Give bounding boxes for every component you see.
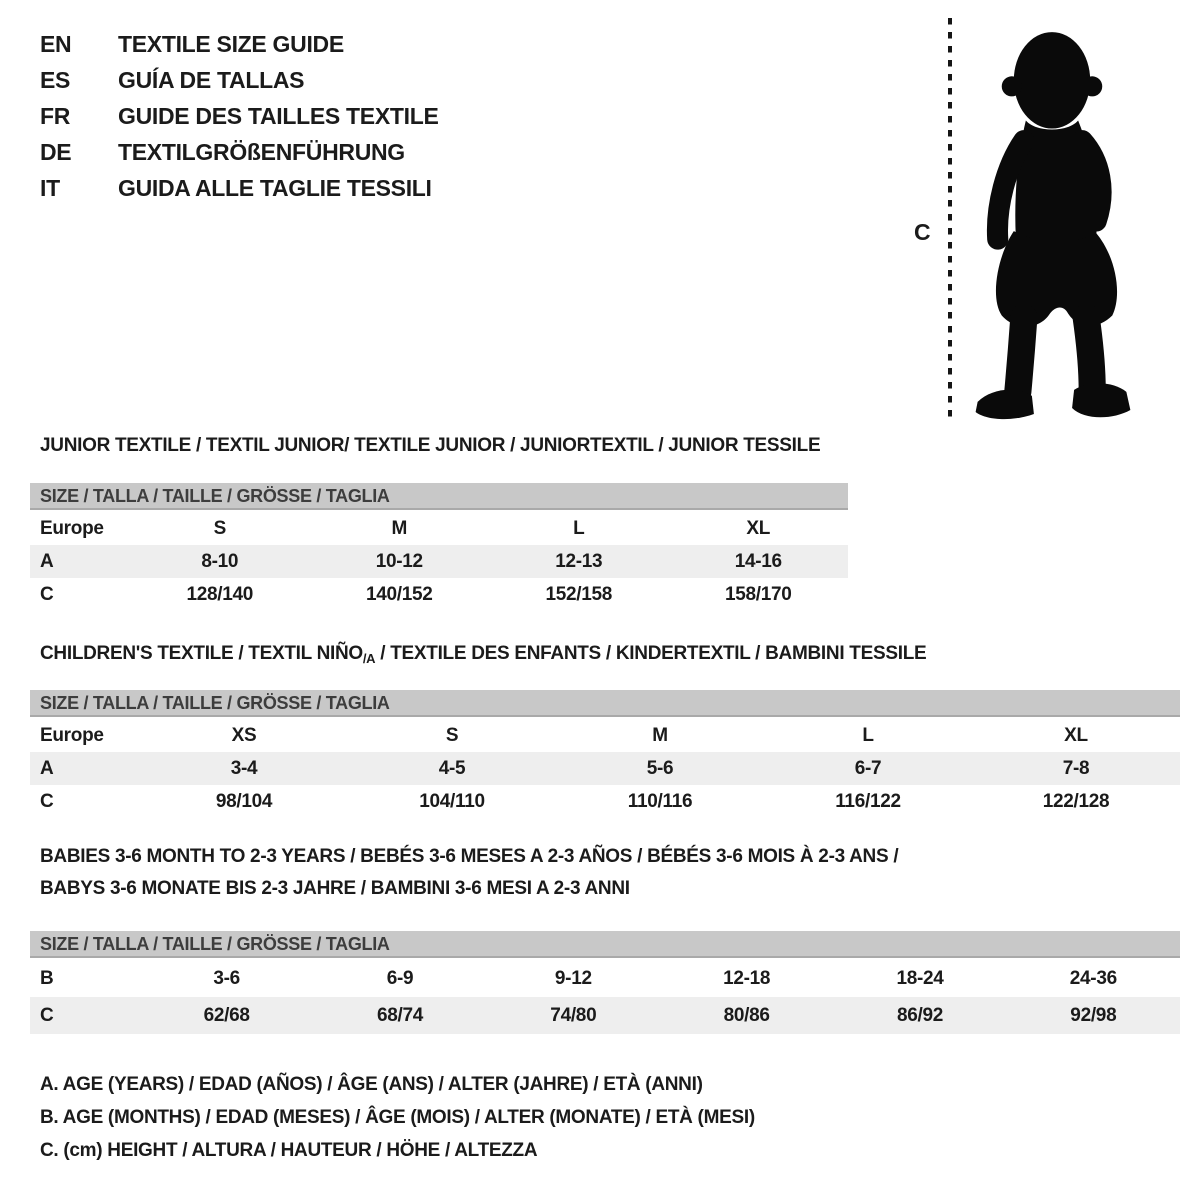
legend-line-b: B. AGE (MONTHS) / EDAD (MESES) / ÂGE (MOIS) / ALTER (MONATE) / ETÀ (MESI) [40,1107,755,1128]
table-cell: 68/74 [376,1004,424,1026]
babies-title-line1: BABIES 3-6 MONTH TO 2-3 YEARS / BEBÉS 3-6 MESES A 2-3 AÑOS / BÉBÉS 3-6 MOIS À 2-3 ANS / [40,846,899,867]
language-row [40,62,439,98]
table-cell: 14-16 [734,550,782,572]
children-title-post: / TEXTILE DES ENFANTS / KINDERTEXTIL / BAMBINI TESSILE [375,643,927,664]
children-section-title [40,638,926,675]
table-cell: 110/116 [627,790,693,812]
language-header [40,26,439,206]
language-title: GUÍA DE TALLAS [118,66,305,93]
table-cell: 8-10 [201,550,239,572]
language-code: FR [40,102,71,129]
table-cell: 140/152 [365,583,433,605]
table-row [30,997,1180,1034]
table-cell: 128/140 [186,583,254,605]
table-cell: 152/158 [545,583,613,605]
row-label: Europe [40,724,104,746]
language-row [40,98,439,134]
row-label: C [40,1004,54,1026]
baby-silhouette-image [963,16,1145,420]
children-title-pre: CHILDREN'S TEXTILE / TEXTIL NIÑO [40,643,363,664]
table-cell: S [445,724,459,746]
table-cell: 6-7 [854,757,882,779]
babies-size-header-bar: SIZE / TALLA / TAILLE / GRÖSSE / TAGLIA [30,931,1180,958]
language-title: GUIDA ALLE TAGLIE TESSILI [118,174,432,201]
table-cell: 18-24 [896,967,944,989]
table-cell: XL [746,517,771,539]
table-cell: 24-36 [1069,967,1117,989]
table-cell: 74/80 [550,1004,597,1026]
table-cell: 12-18 [723,967,771,989]
height-measure-line [946,18,954,418]
table-row [30,752,1180,785]
table-cell: 7-8 [1062,757,1090,779]
table-cell: 5-6 [646,757,674,779]
language-title: TEXTILE SIZE GUIDE [118,30,344,57]
language-code: DE [40,138,72,165]
table-cell: 122/128 [1042,790,1110,812]
language-code: IT [40,174,60,201]
table-cell: 3-4 [230,757,258,779]
children-title-subscript: /A [362,651,376,666]
legend-line-c: C. (cm) HEIGHT / ALTURA / HAUTEUR / HÖHE / ALTEZZA [40,1140,538,1161]
table-cell: 80/86 [723,1004,770,1026]
table-cell: XL [1064,724,1088,746]
table-cell: 10-12 [375,550,423,572]
table-cell: 98/104 [215,790,273,812]
language-row [40,170,439,206]
table-cell: 3-6 [213,967,240,989]
table-cell: L [862,724,874,746]
children-size-table [30,719,1180,818]
table-cell: 86/92 [896,1004,944,1026]
table-row [30,545,848,578]
table-row [30,719,1180,752]
children-size-header-bar: SIZE / TALLA / TAILLE / GRÖSSE / TAGLIA [30,690,1180,717]
table-cell: 9-12 [554,967,592,989]
babies-size-table [30,960,1180,1034]
table-row [30,785,1180,818]
table-cell: L [573,517,585,539]
language-row [40,26,439,62]
table-cell: M [652,724,668,746]
language-title: TEXTILGRÖßENFÜHRUNG [118,138,405,165]
row-label: Europe [40,517,104,539]
table-cell: 158/170 [724,583,792,605]
table-cell: 12-13 [555,550,603,572]
table-cell: 116/122 [835,790,901,812]
row-label: A [40,550,54,572]
row-label: C [40,790,54,812]
junior-size-header-bar: SIZE / TALLA / TAILLE / GRÖSSE / TAGLIA [30,483,848,510]
language-title: GUIDE DES TAILLES TEXTILE [118,102,439,129]
table-row [30,578,848,611]
height-measure-label: C [914,219,931,245]
table-cell: S [213,517,226,539]
row-label: B [40,967,54,989]
measurement-legend [40,1068,755,1167]
row-label: A [40,757,54,779]
babies-title-line2: BABYS 3-6 MONATE BIS 2-3 JAHRE / BAMBINI 3-6 MESI A 2-3 ANNI [40,878,630,899]
language-row [40,134,439,170]
table-cell: 104/110 [419,790,485,812]
table-row [30,960,1180,997]
table-cell: 62/68 [203,1004,250,1026]
table-cell: 92/98 [1070,1004,1117,1026]
babies-section-title [40,841,898,905]
table-cell: M [391,517,408,539]
table-row [30,512,848,545]
junior-section-title: JUNIOR TEXTILE / TEXTIL JUNIOR/ TEXTILE JUNIOR / JUNIORTEXTIL / JUNIOR TESSILE [40,435,821,456]
table-cell: 6-9 [386,967,414,989]
legend-line-a: A. AGE (YEARS) / EDAD (AÑOS) / ÂGE (ANS) / ALTER (JAHRE) / ETÀ (ANNI) [40,1074,703,1095]
table-cell: 4-5 [438,757,466,779]
junior-size-table [30,512,848,611]
language-code: EN [40,30,72,57]
language-code: ES [40,66,71,93]
row-label: C [40,583,54,605]
table-cell: XS [231,724,257,746]
